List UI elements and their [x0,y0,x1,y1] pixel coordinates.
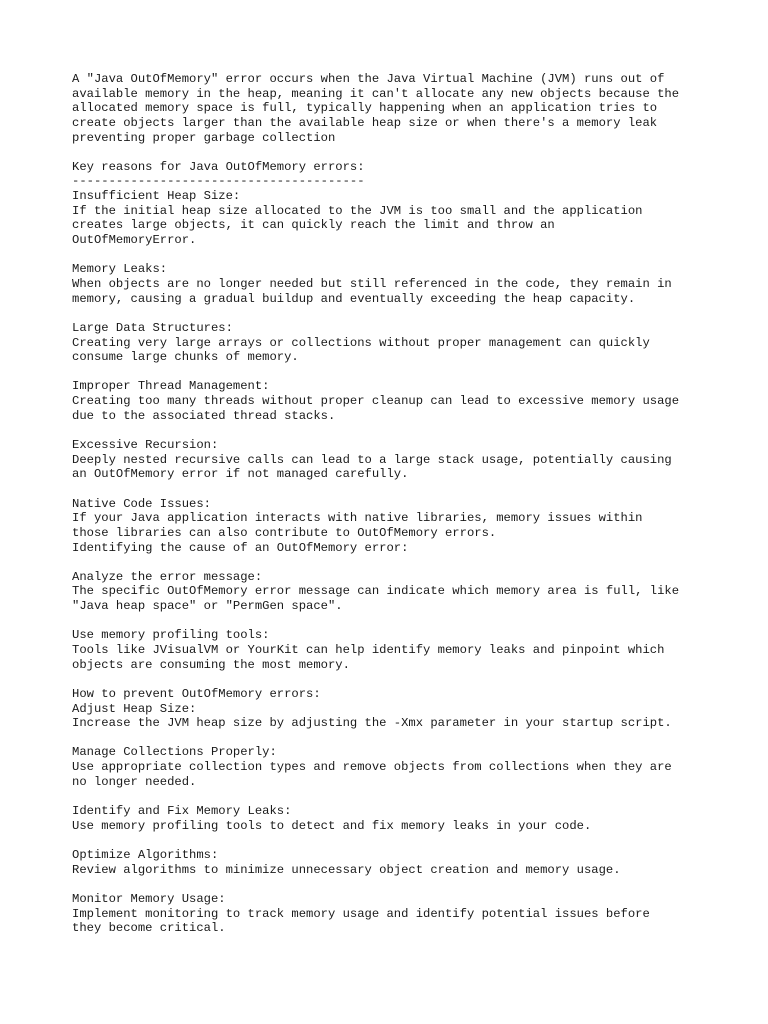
text-line: A "Java OutOfMemory" error occurs when the Java Virtual Machine (JVM) runs out of [72,72,665,86]
text-line: Review algorithms to minimize unnecessary object creation and memory usage. [72,862,621,877]
blank-line [72,306,722,321]
blank-line [72,833,722,848]
blank-line [72,248,722,263]
text-line: Implement monitoring to track memory usage and identify potential issues before [72,906,650,921]
text-line: How to prevent OutOfMemory errors: [72,686,321,701]
text-line: Tools like JVisualVM or YourKit can help identify memory leaks and pinpoint which [72,642,665,657]
blank-line [72,555,722,570]
document-page [72,72,722,936]
text-line: Identifying the cause of an OutOfMemory error: [72,540,409,555]
text-line: no longer needed. [72,774,197,789]
blank-line [72,614,722,629]
text-line: The specific OutOfMemory error message can indicate which memory area is full, like [72,584,680,599]
text-line: "Java heap space" or "PermGen space". [72,599,343,614]
text-line: create objects larger than the available heap size or when there's a memory leak [72,115,658,130]
text-line: Analyze the error message: [72,569,263,584]
blank-line [72,789,722,804]
text-line: Manage Collections Properly: [72,745,277,760]
text-line: those libraries can also contribute to OutOfMemory errors. [72,525,497,540]
text-line: preventing proper garbage collection [72,130,336,145]
text-line: When objects are no longer needed but still referenced in the code, they remain in [72,276,672,291]
text-line: Deeply nested recursive calls can lead to a large stack usage, potentially causing [72,452,672,467]
text-line: OutOfMemoryError. [72,233,197,248]
text-line: memory, causing a gradual buildup and eventually exceeding the heap capacity. [72,291,636,306]
text-line: an OutOfMemory error if not managed carefully. [72,467,409,482]
text-line: Insufficient Heap Size: [72,189,241,204]
text-line: Key reasons for Java OutOfMemory errors: [72,159,365,174]
blank-line [72,482,722,497]
text-line: due to the associated thread stacks. [72,408,336,423]
blank-line [72,423,722,438]
text-line: Adjust Heap Size: [72,701,197,716]
text-line: objects are consuming the most memory. [72,657,350,672]
text-line: Identify and Fix Memory Leaks: [72,804,292,819]
blank-line [72,365,722,380]
text-line: If your Java application interacts with native libraries, memory issues within [72,511,643,526]
blank-line [72,877,722,892]
text-line: Native Code Issues: [72,496,211,511]
text-line: Creating too many threads without proper cleanup can lead to excessive memory usage [72,394,680,409]
text-line: Use memory profiling tools to detect and fix memory leaks in your code. [72,818,592,833]
text-line: Excessive Recursion: [72,438,219,453]
text-line: If the initial heap size allocated to the JVM is too small and the application [72,203,643,218]
text-line: Increase the JVM heap size by adjusting the -Xmx parameter in your startup script. [72,716,672,731]
text-line: Memory Leaks: [72,262,168,277]
text-line: creates large objects, it can quickly reach the limit and throw an [72,218,555,233]
text-line: available memory in the heap, meaning it can't allocate any new objects because the [72,86,680,101]
text-line: Creating very large arrays or collections without proper management can quickly [72,335,650,350]
blank-line [72,672,722,687]
text-line: Use memory profiling tools: [72,628,270,643]
blank-line [72,731,722,746]
text-line: Use appropriate collection types and remove objects from collections when they are [72,760,672,775]
text-line: Optimize Algorithms: [72,847,219,862]
text-line: they become critical. [72,921,226,936]
text-line: consume large chunks of memory. [72,350,299,365]
text-line: ---------------------------------------- [72,174,365,189]
blank-line [72,145,722,160]
text-line: Large Data Structures: [72,320,233,335]
text-line: allocated memory space is full, typically happening when an application tries to [72,101,658,116]
text-line: Monitor Memory Usage: [72,891,226,906]
text-line: Improper Thread Management: [72,379,270,394]
